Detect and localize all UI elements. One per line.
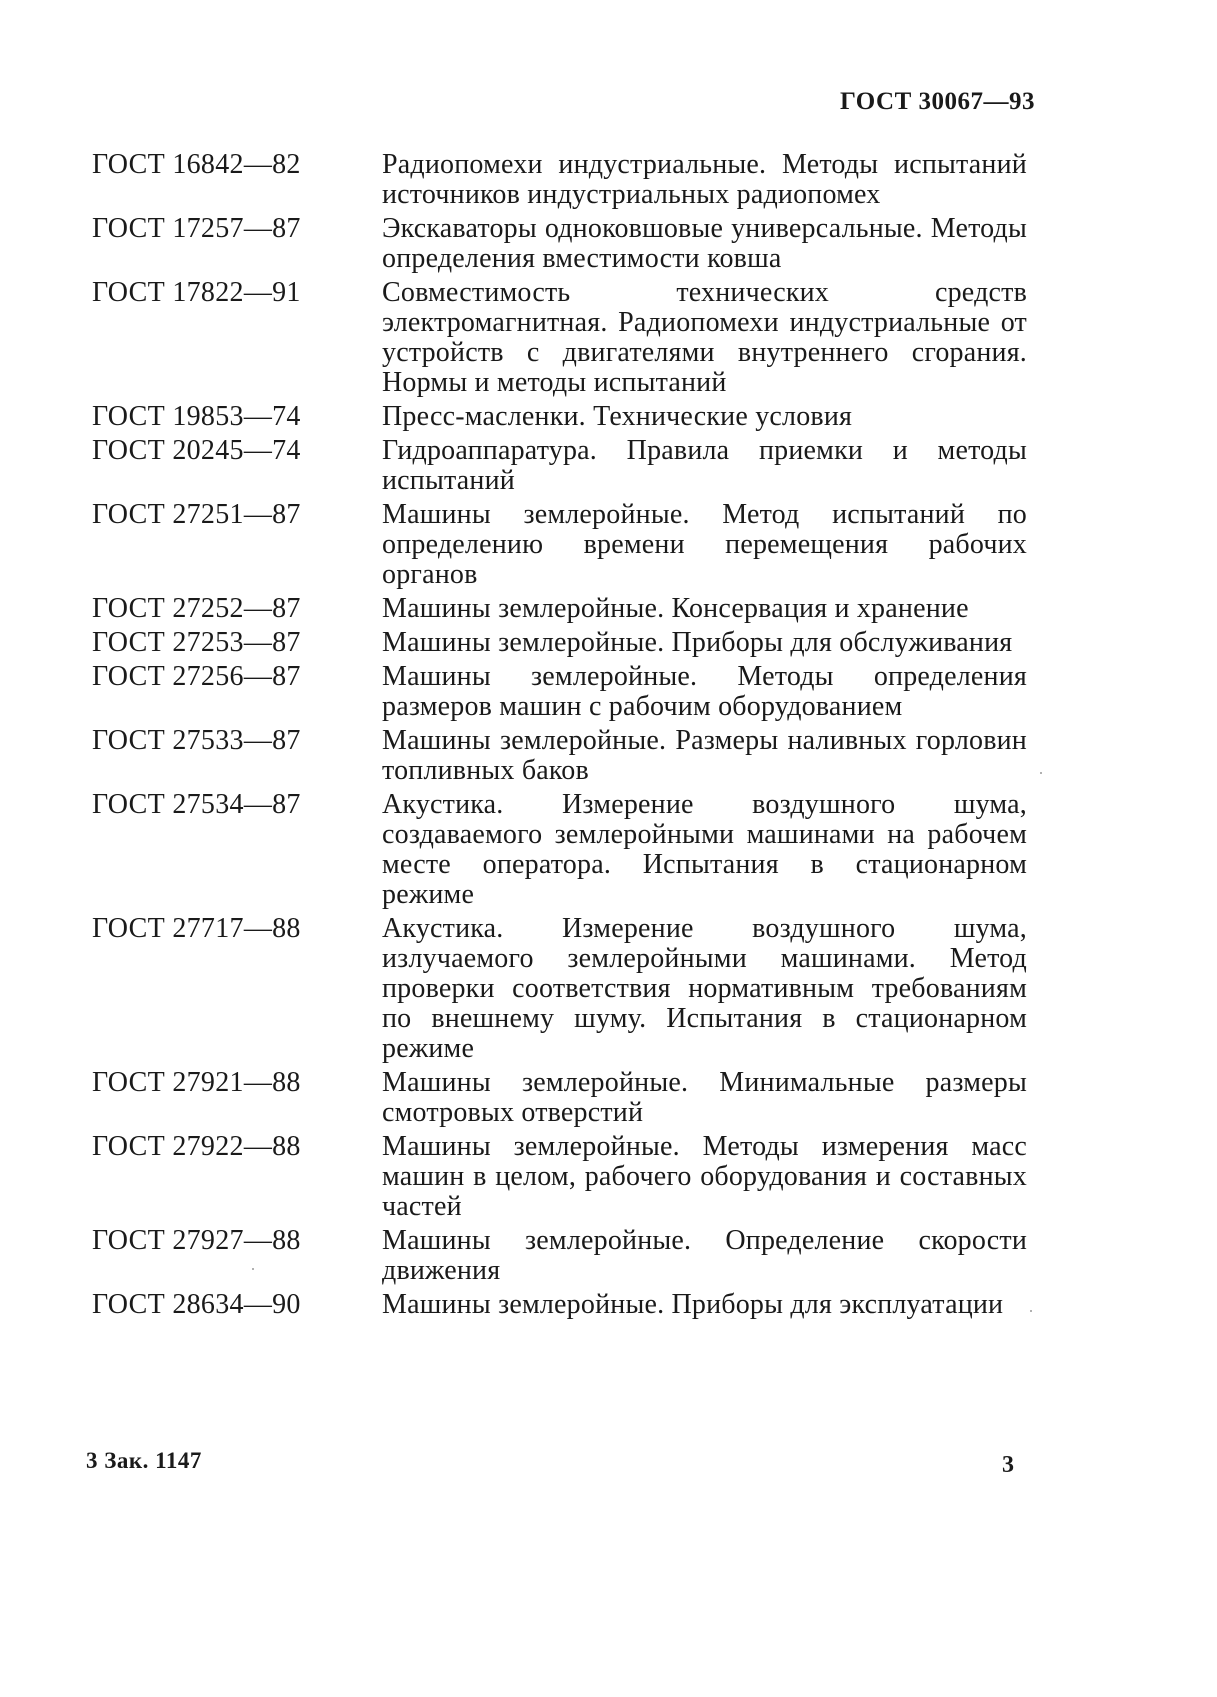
reference-row [92, 402, 1027, 432]
reference-row [92, 1132, 1027, 1222]
reference-row [92, 594, 1027, 624]
reference-code: ГОСТ 27256—87 [92, 661, 301, 692]
page-header-standard-code: ГОСТ 30067—93 [839, 88, 1035, 115]
reference-code: ГОСТ 27533—87 [92, 725, 301, 756]
reference-code: ГОСТ 17257—87 [92, 213, 301, 244]
reference-title: Экскаваторы одноковшовые универсальные. Методы определения вместимости ковша [382, 213, 1027, 274]
reference-code: ГОСТ 27251—87 [92, 499, 301, 530]
reference-title: Машины землеройные. Приборы для обслуживания [382, 627, 1013, 658]
reference-title: Машины землеройные. Консервация и хранение [382, 593, 969, 624]
reference-title: Машины землеройные. Метод испытаний по определению времени перемещения рабочих органов [382, 499, 1027, 590]
reference-title: Машины землеройные. Приборы для эксплуатации [382, 1289, 1004, 1320]
reference-title: Машины землеройные. Минимальные размеры смотровых отверстий [382, 1067, 1027, 1128]
reference-title: Машины землеройные. Размеры наливных горловин топливных баков [382, 725, 1027, 786]
reference-title: Гидроаппаратура. Правила приемки и методы испытаний [382, 435, 1027, 496]
reference-title: Акустика. Измерение воздушного шума, создаваемого землеройными машинами на рабочем месте оператора. Испытания в стационарном режиме [382, 789, 1027, 910]
reference-row [92, 726, 1027, 786]
scan-speck [1030, 1310, 1032, 1312]
reference-code: ГОСТ 20245—74 [92, 435, 301, 466]
reference-title: Машины землеройные. Методы измерения масс машин в целом, рабочего оборудования и составных частей [382, 1131, 1027, 1222]
reference-code: ГОСТ 27534—87 [92, 789, 301, 820]
scan-speck [1040, 772, 1042, 774]
reference-code: ГОСТ 27252—87 [92, 593, 301, 624]
reference-row [92, 436, 1027, 496]
reference-row [92, 278, 1027, 398]
reference-title: Совместимость технических средств электромагнитная. Радиопомехи индустриальные от устройств с двигателями внутреннего сгорания. Нормы и методы испытаний [382, 277, 1027, 398]
reference-code: ГОСТ 27921—88 [92, 1067, 301, 1098]
reference-title: Машины землеройные. Определение скорости движения [382, 1225, 1027, 1286]
footer-order-number: 3 Зак. 1147 [86, 1448, 202, 1473]
reference-code: ГОСТ 16842—82 [92, 149, 301, 180]
reference-code: ГОСТ 27922—88 [92, 1131, 301, 1162]
footer-page-number: 3 [1002, 1452, 1014, 1478]
reference-code: ГОСТ 27927—88 [92, 1225, 301, 1256]
reference-title: Машины землеройные. Методы определения размеров машин с рабочим оборудованием [382, 661, 1027, 722]
reference-row [92, 662, 1027, 722]
reference-row [92, 790, 1027, 910]
reference-row [92, 1226, 1027, 1286]
reference-title: Радиопомехи индустриальные. Методы испытаний источников индустриальных радиопомех [382, 149, 1027, 210]
reference-row [92, 500, 1027, 590]
reference-title: Пресс-масленки. Технические условия [382, 401, 853, 432]
reference-row [92, 214, 1027, 274]
reference-list [92, 150, 1027, 1324]
reference-code: ГОСТ 17822—91 [92, 277, 301, 308]
scan-speck [252, 1268, 254, 1270]
reference-title: Акустика. Измерение воздушного шума, излучаемого землеройными машинами. Метод проверки соответствия нормативным требованиям по внешнему шуму. Испытания в стационарном режиме [382, 913, 1027, 1064]
reference-row [92, 150, 1027, 210]
reference-row [92, 1290, 1027, 1320]
reference-row [92, 914, 1027, 1064]
reference-code: ГОСТ 28634—90 [92, 1289, 301, 1320]
reference-code: ГОСТ 27253—87 [92, 627, 301, 658]
reference-row [92, 628, 1027, 658]
reference-row [92, 1068, 1027, 1128]
reference-code: ГОСТ 27717—88 [92, 913, 301, 944]
reference-code: ГОСТ 19853—74 [92, 401, 301, 432]
